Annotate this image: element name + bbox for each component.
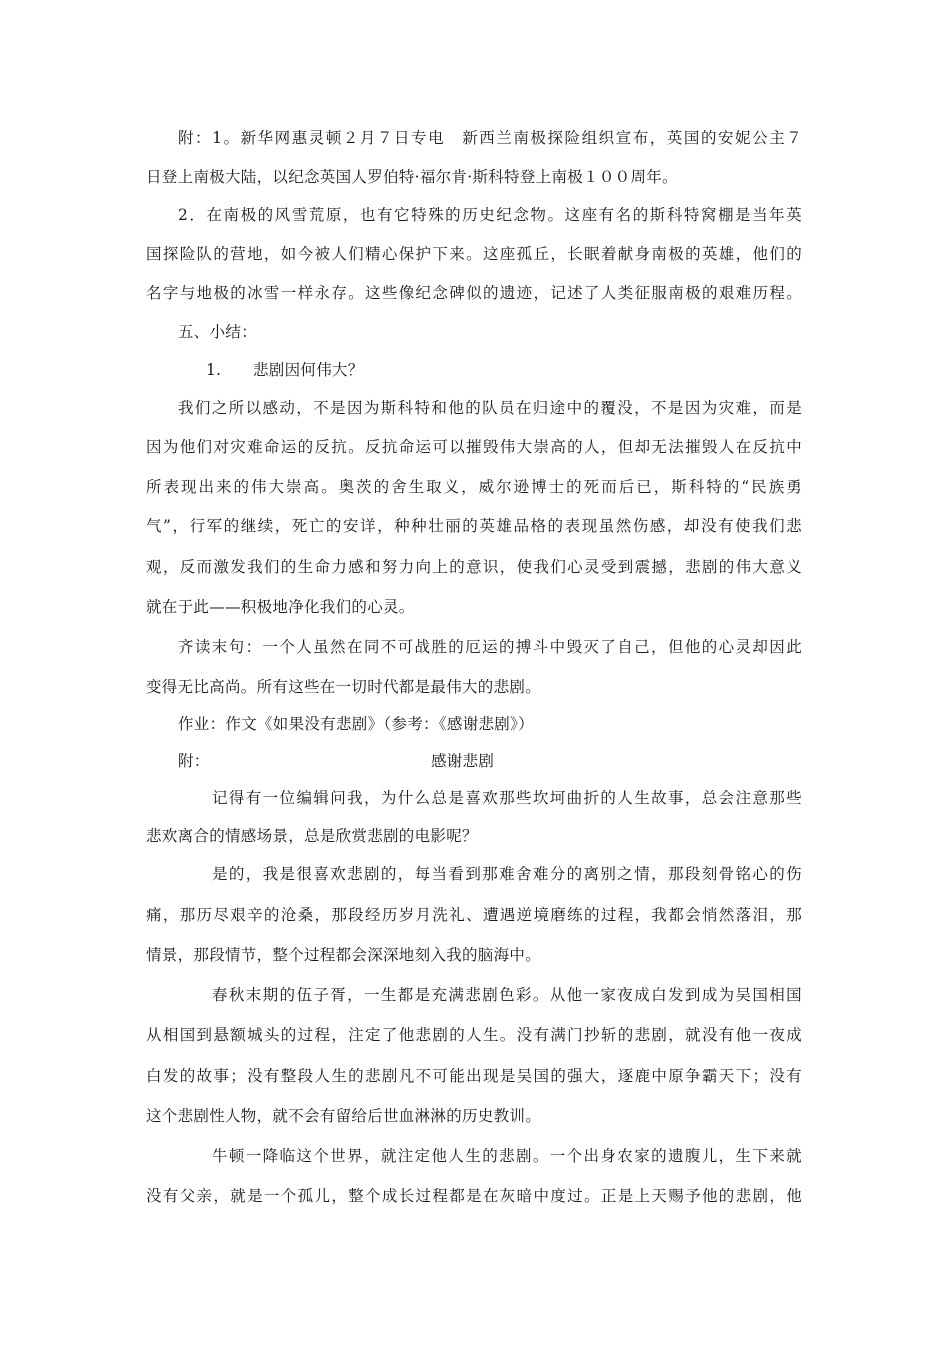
essay-title: 感谢悲剧: [431, 752, 495, 770]
essay-line: 从相国到悬额城头的过程，注定了他悲剧的人生。没有满门抄斩的悲剧，就没有他一夜成: [146, 1026, 802, 1044]
paragraph-line: 观，反而激发我们的生命力感和努力向上的意识，使我们心灵受到震撼，悲剧的伟大意义: [146, 558, 802, 576]
section-heading-summary: 五、小结：: [178, 323, 258, 341]
paragraph-line: 所表现出来的伟大崇高。奥茨的舍生取义，威尔逊博士的死而后已，斯科特的“民族勇: [146, 478, 802, 496]
paragraph-line: 就在于此——积极地净化我们的心灵。: [146, 598, 415, 616]
essay-line: 悲欢离合的情感场景，总是欣赏悲剧的电影呢？: [146, 827, 478, 845]
essay-line: 春秋末期的伍子胥，一生都是充满悲剧色彩。从他一家夜成白发到成为吴国相国: [212, 986, 802, 1004]
summary-item-1: 1. 悲剧因何伟大？: [206, 361, 364, 379]
essay-line: 是的，我是很喜欢悲剧的，每当看到那难舍难分的离别之情，那段刻骨铭心的伤: [212, 865, 802, 883]
paragraph-line: 因为他们对灾难命运的反抗。反抗命运可以摧毁伟大崇高的人，但却无法摧毁人在反抗中: [146, 438, 802, 456]
paragraph-line: 气”，行军的继续，死亡的安详，种种壮丽的英雄品格的表现虽然伤感，却没有使我们悲: [146, 517, 802, 535]
paragraph-line: 变得无比高尚。所有这些在一切时代都是最伟大的悲剧。: [146, 678, 542, 696]
appendix-label: 附：: [178, 752, 210, 770]
essay-line: 白发的故事；没有整段人生的悲剧凡不可能出现是吴国的强大，逐鹿中原争霸天下；没有: [146, 1067, 802, 1085]
essay-line: 记得有一位编辑问我，为什么总是喜欢那些坎坷曲折的人生故事，总会注意那些: [212, 789, 802, 807]
appendix-note-2: 2．在南极的风雪荒原，也有它特殊的历史纪念物。这座有名的斯科特窝棚是当年英: [178, 206, 802, 224]
essay-line: 没有父亲，就是一个孤儿，整个成长过程都是在灰暗中度过。正是上天赐予他的悲剧，他: [146, 1187, 802, 1205]
essay-line: 这个悲剧性人物，就不会有留给后世血淋淋的历史教训。: [146, 1107, 542, 1125]
appendix-note-1-cont: 日登上南极大陆，以纪念英国人罗伯特·福尔肯·斯科特登上南极１００周年。: [146, 168, 678, 186]
paragraph-line: 名字与地极的冰雪一样永存。这些像纪念碑似的遗迹，记述了人类征服南极的艰难历程。: [146, 284, 802, 302]
homework-line: 作业：作文《如果没有悲剧》（参考：《感谢悲剧》）: [178, 715, 534, 733]
paragraph-line: 国探险队的营地，如今被人们精心保护下来。这座孤丘，长眠着献身南极的英雄，他们的: [146, 245, 802, 263]
appendix-note-1: 附：1。新华网惠灵顿２月７日专电 新西兰南极探险组织宣布，英国的安妮公主７: [178, 129, 802, 147]
essay-line: 情景，那段情节，整个过程都会深深地刻入我的脑海中。: [146, 946, 542, 964]
essay-line: 牛顿一降临这个世界，就注定他人生的悲剧。一个出身农家的遗腹儿，生下来就: [212, 1147, 802, 1165]
paragraph-line: 齐读末句：一个人虽然在同不可战胜的厄运的搏斗中毁灭了自己，但他的心灵却因此: [178, 638, 802, 656]
paragraph-line: 我们之所以感动，不是因为斯科特和他的队员在归途中的覆没，不是因为灾难，而是: [178, 399, 802, 417]
essay-line: 痛，那历尽艰辛的沧桑，那段经历岁月洗礼、遭遇逆境磨练的过程，我都会悄然落泪，那: [146, 906, 802, 924]
